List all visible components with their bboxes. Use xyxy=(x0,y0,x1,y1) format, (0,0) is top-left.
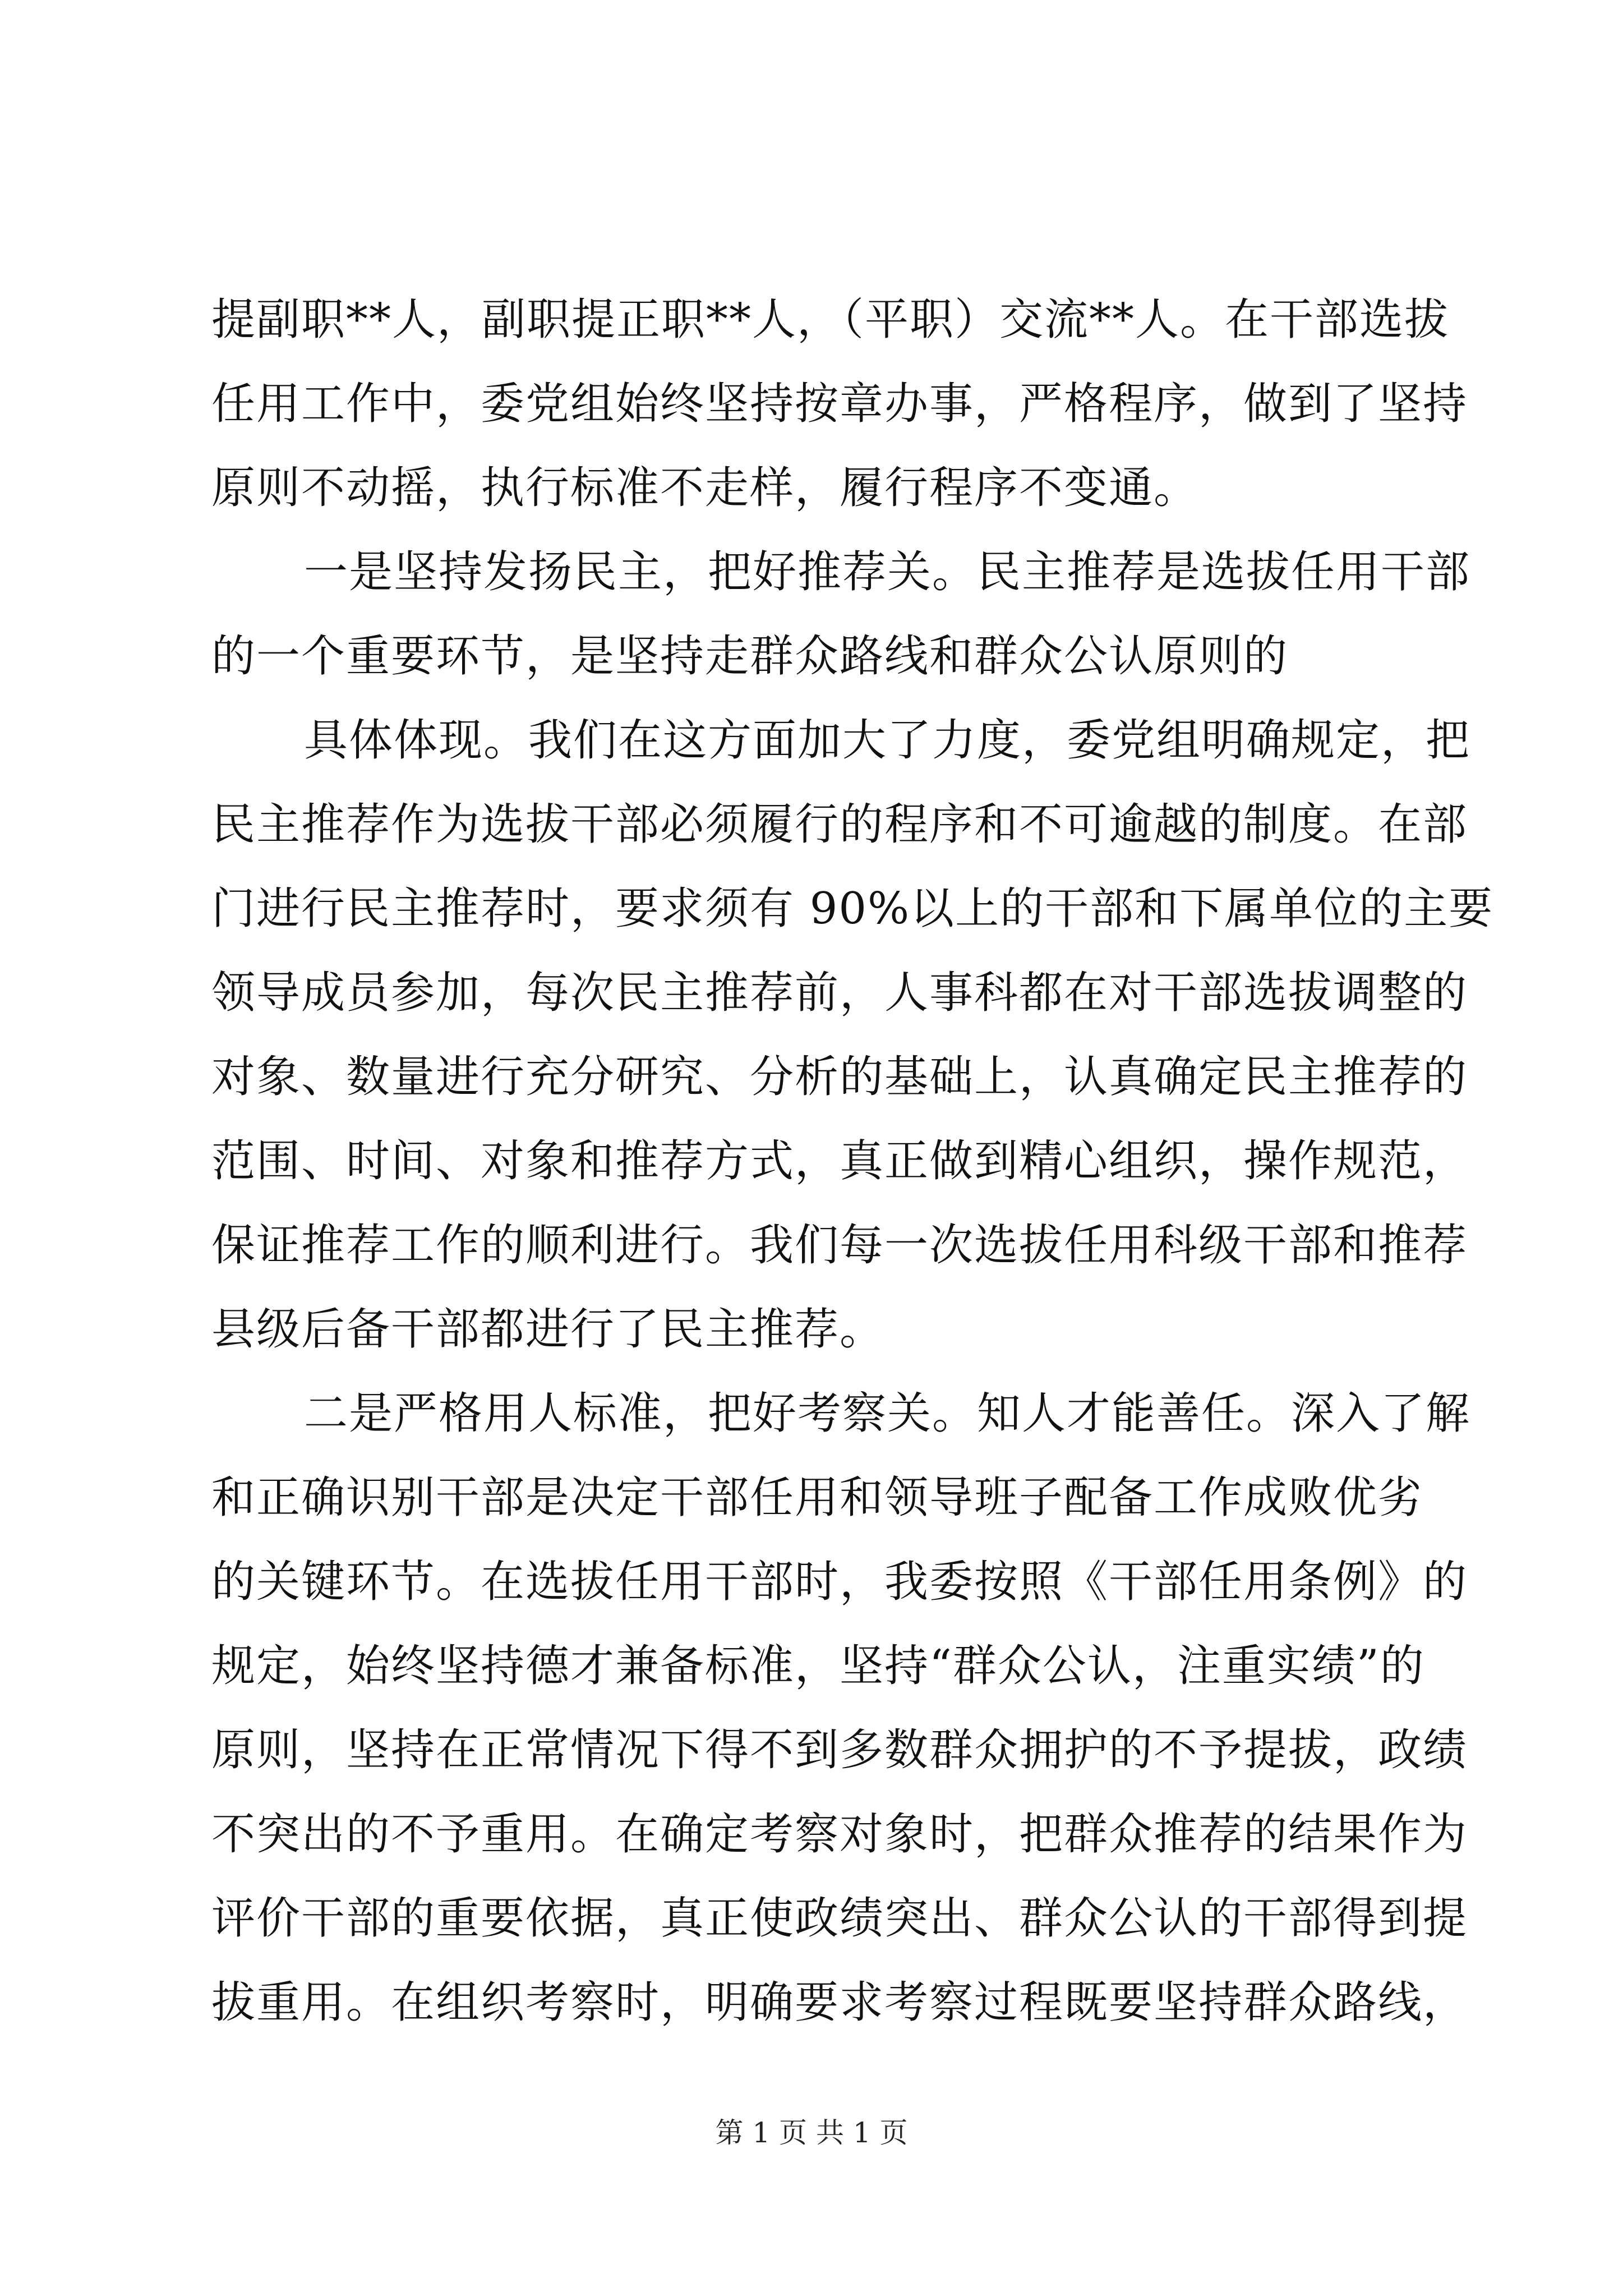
text-line-20: 评价干部的重要依据，真正使政绩突出、群众公认的干部得到提 xyxy=(211,1893,1468,1944)
text-line-16: 的关键环节。在选拔任用干部时，我委按照《干部任用条例》的 xyxy=(211,1557,1468,1607)
text-line-4: 一是坚持发扬民主，把好推荐关。民主推荐是选拔任用干部 xyxy=(304,547,1471,597)
text-line-14: 二是严格用人标准，把好考察关。知人才能善任。深入了解 xyxy=(304,1388,1471,1439)
text-line-19: 不突出的不予重用。在确定考察对象时，把群众推荐的结果作为 xyxy=(211,1809,1468,1860)
text-line-13: 县级后备干部都进行了民主推荐。 xyxy=(211,1304,885,1355)
text-line-21: 拔重用。在组织考察时，明确要求考察过程既要坚持群众路线， xyxy=(211,1977,1468,2028)
text-line-15: 和正确识别干部是决定干部任用和领导班子配备工作成败优劣 xyxy=(211,1473,1423,1523)
text-line-1: 提副职**人，副职提正职**人，（平职）交流**人。在干部选拔 xyxy=(211,295,1450,345)
text-line-11: 范围、时间、对象和推荐方式，真正做到精心组织，操作规范， xyxy=(211,1136,1468,1186)
text-line-17: 规定，始终坚持德才兼备标准，坚持“群众公认，注重实绩”的 xyxy=(211,1641,1425,1691)
text-line-3: 原则不动摇，执行标准不走样，履行程序不变通。 xyxy=(211,463,1199,513)
text-line-12: 保证推荐工作的顺利进行。我们每一次选拔任用科级干部和推荐 xyxy=(211,1220,1468,1271)
text-line-8: 门进行民主推荐时，要求须有 90%以上的干部和下属单位的主要 xyxy=(211,884,1494,934)
text-line-6: 具体体现。我们在这方面加大了力度，委党组明确规定，把 xyxy=(304,715,1471,766)
text-line-7: 民主推荐作为选拔干部必须履行的程序和不可逾越的制度。在部 xyxy=(211,799,1468,850)
page-number-footer: 第 1 页 共 1 页 xyxy=(715,2116,908,2149)
text-line-2: 任用工作中，委党组始终坚持按章办事，严格程序，做到了坚持 xyxy=(211,379,1468,429)
text-line-18: 原则，坚持在正常情况下得不到多数群众拥护的不予提拔，政绩 xyxy=(211,1725,1468,1775)
text-line-10: 对象、数量进行充分研究、分析的基础上，认真确定民主推荐的 xyxy=(211,1052,1468,1102)
text-line-5: 的一个重要环节，是坚持走群众路线和群众公认原则的 xyxy=(211,631,1289,682)
text-line-9: 领导成员参加，每次民主推荐前，人事科都在对干部选拔调整的 xyxy=(211,968,1468,1018)
